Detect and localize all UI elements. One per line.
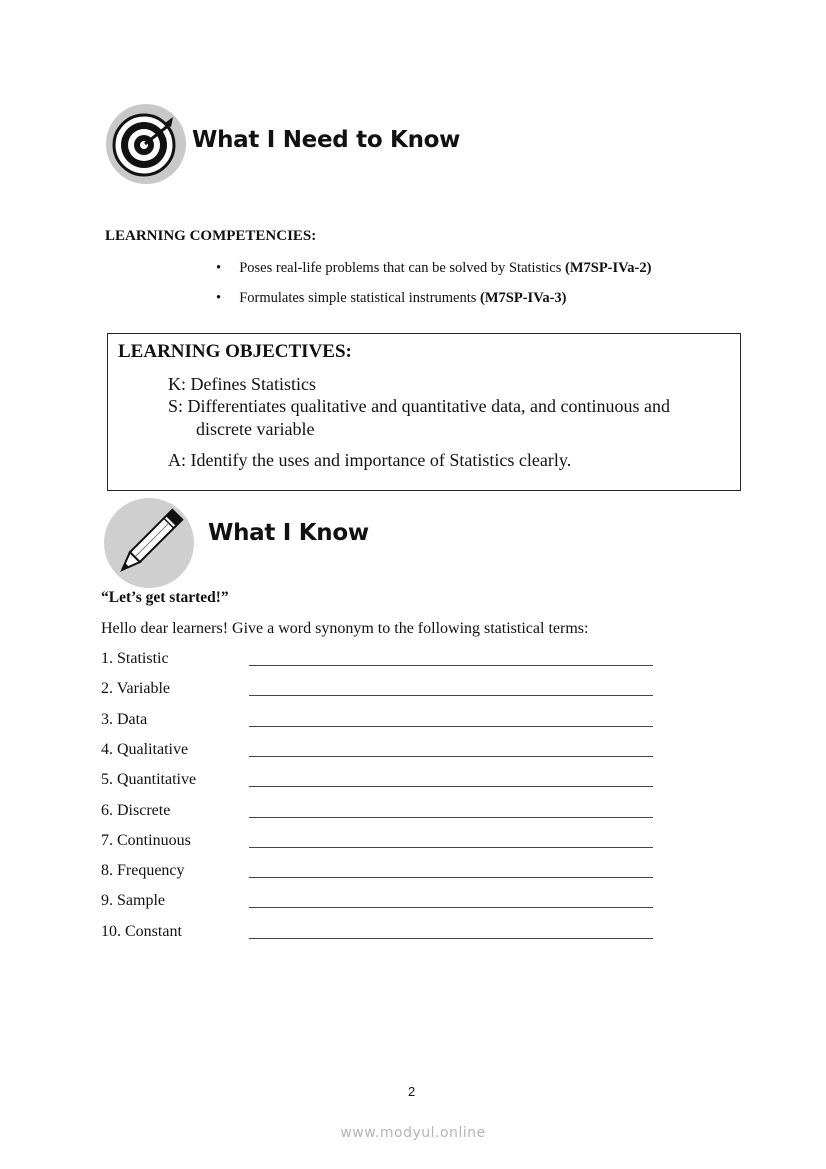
objective-a: A: Identify the uses and importance of Statistics clearly. bbox=[168, 450, 572, 470]
page-number: 2 bbox=[408, 1084, 416, 1099]
answer-blank[interactable] bbox=[249, 695, 653, 696]
competency-code: (M7SP-IVa-3) bbox=[480, 290, 567, 306]
competency-item: • Formulates simple statistical instruments (M7SP-IVa-3) bbox=[216, 290, 567, 306]
objectives-heading: LEARNING OBJECTIVES: bbox=[118, 341, 352, 362]
competency-item: • Poses real-life problems that can be solved by Statistics (M7SP-IVa-2) bbox=[216, 260, 652, 276]
term-label: 3. Data bbox=[101, 710, 148, 728]
answer-blank[interactable] bbox=[249, 938, 653, 939]
answer-blank[interactable] bbox=[249, 726, 653, 727]
watermark: www.modyul.online bbox=[340, 1125, 486, 1141]
term-label: 6. Discrete bbox=[101, 801, 171, 819]
section-title-what-i-know: What I Know bbox=[208, 520, 369, 546]
term-label: 9. Sample bbox=[101, 892, 165, 910]
competencies-heading: LEARNING COMPETENCIES: bbox=[105, 228, 317, 244]
section-title-need-to-know: What I Need to Know bbox=[192, 127, 461, 153]
objective-s-cont: discrete variable bbox=[196, 419, 315, 439]
answer-blank[interactable] bbox=[249, 756, 653, 757]
term-label: 4. Qualitative bbox=[101, 740, 189, 758]
competency-text: Poses real-life problems that can be solved by Statistics bbox=[239, 260, 565, 276]
term-label: 1. Statistic bbox=[101, 650, 169, 667]
pencil-icon bbox=[103, 497, 195, 589]
target-icon bbox=[105, 103, 187, 185]
competency-text: Formulates simple statistical instruments bbox=[239, 290, 481, 306]
term-label: 8. Frequency bbox=[101, 862, 185, 880]
competency-code: (M7SP-IVa-2) bbox=[564, 260, 652, 276]
activity-instructions: Hello dear learners! Give a word synonym to the following statistical terms: bbox=[101, 620, 589, 637]
term-label: 2. Variable bbox=[101, 680, 171, 698]
answer-blank[interactable] bbox=[249, 907, 653, 908]
answer-blank[interactable] bbox=[249, 665, 653, 666]
term-label: 7. Continuous bbox=[101, 831, 191, 849]
objective-k: K: Defines Statistics bbox=[168, 374, 316, 394]
answer-blank[interactable] bbox=[249, 847, 653, 848]
answer-blank[interactable] bbox=[249, 877, 653, 878]
answer-blank[interactable] bbox=[249, 817, 653, 818]
answer-blank[interactable] bbox=[249, 786, 653, 787]
activity-title: “Let’s get started!” bbox=[101, 589, 229, 606]
objective-s: S: Differentiates qualitative and quantitative data, and continuous and bbox=[168, 396, 671, 416]
term-label: 5. Quantitative bbox=[101, 771, 197, 789]
term-label: 10. Constant bbox=[101, 922, 182, 940]
